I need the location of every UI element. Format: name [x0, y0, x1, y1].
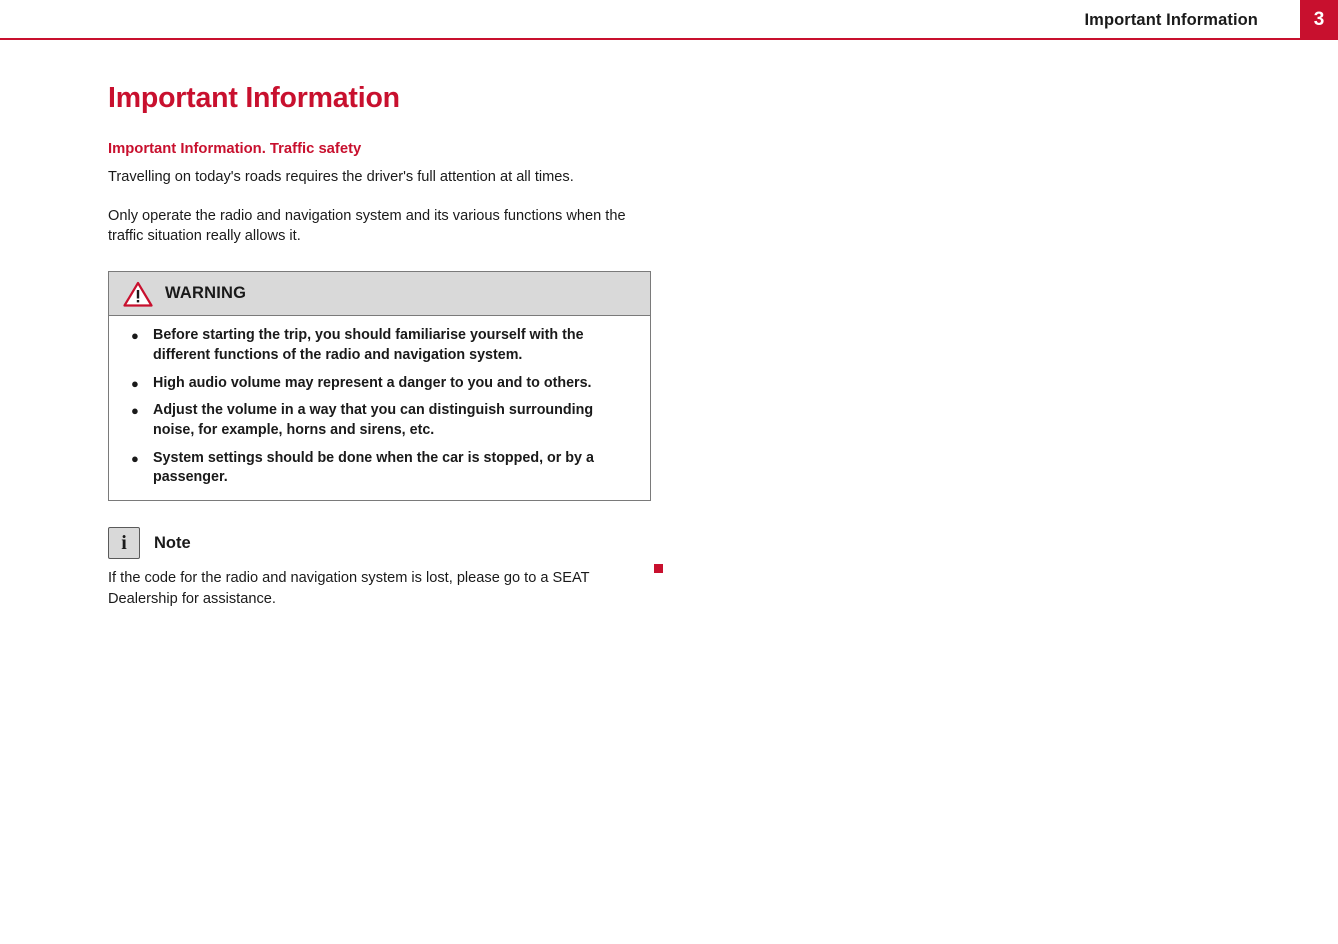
header-title: Important Information [1084, 11, 1258, 29]
page-number-badge: 3 [1300, 0, 1338, 40]
warning-list-item [121, 374, 638, 394]
warning-list-item [121, 401, 638, 440]
paragraph: Travelling on today's roads requires the driver's full attention at all times. [108, 169, 574, 185]
note-block [108, 527, 653, 609]
bullet-icon: ● [131, 403, 139, 419]
warning-label: WARNING [165, 284, 247, 303]
warning-triangle-icon [123, 281, 153, 307]
warning-body [109, 316, 650, 500]
info-icon [108, 527, 140, 559]
bullet-icon: ● [131, 450, 139, 466]
warning-item-text: Adjust the volume in a way that you can distinguish surrounding noise, for example, horns and sirens, etc. [153, 402, 594, 439]
info-icon-glyph: i [121, 532, 127, 555]
warning-box [108, 271, 651, 501]
page-title: Important Information [108, 82, 400, 114]
paragraph: Only operate the radio and navigation system and its various functions when the traffic situation really allows it. [108, 207, 626, 245]
document-content [108, 82, 653, 610]
warning-item-text: Before starting the trip, you should familiarise yourself with the different functions of the radio and navigation system. [153, 327, 584, 363]
bullet-icon: ● [131, 328, 139, 344]
note-header [108, 527, 653, 559]
warning-header [109, 272, 650, 316]
warning-item-text: System settings should be done when the car is stopped, or by a passenger. [153, 449, 594, 486]
note-label: Note [154, 533, 191, 552]
bullet-icon: ● [131, 375, 139, 391]
end-of-section-marker [654, 564, 663, 573]
warning-item-text: High audio volume may represent a danger to you and to others. [153, 374, 592, 391]
note-text: If the code for the radio and navigation system is lost, please go to a SEAT Dealership for assistance. [108, 570, 590, 607]
warning-list-item [121, 449, 638, 488]
page-header [0, 0, 1338, 40]
warning-list-item [121, 326, 638, 365]
section-title: Important Information. Traffic safety [108, 141, 362, 157]
